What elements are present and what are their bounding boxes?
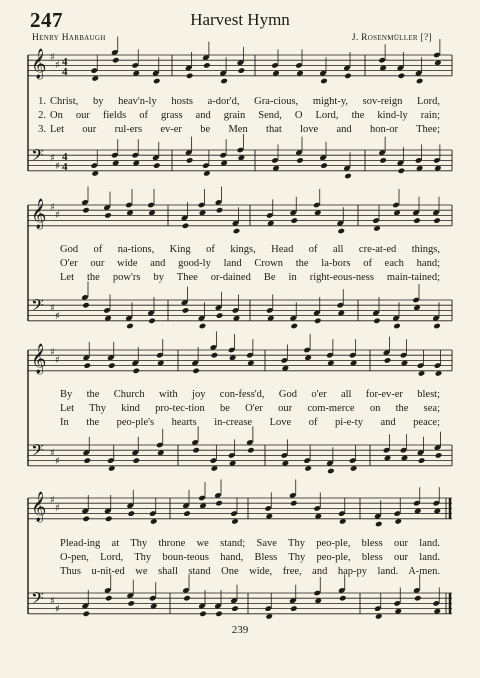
lyric-line: Thus u-nit-ed we shall stand One wide, free, and hap-py land. A-men. — [60, 566, 440, 577]
note-head — [290, 217, 298, 224]
sharp-icon: ♯ — [55, 60, 60, 71]
note-head — [339, 595, 347, 602]
note-head — [373, 318, 381, 325]
note-head — [398, 73, 406, 80]
lyric-line: Let the pow'rs by Thee or-dained Be in right-eous-ness main-tained; — [60, 272, 440, 283]
note-head — [104, 212, 112, 219]
note-head — [247, 447, 255, 454]
lyric-line: God of na-tions, King of kings, Head of all cre-at-ed things, — [60, 244, 440, 255]
note-head — [314, 318, 322, 325]
time-signature-icon: 4 — [62, 66, 68, 78]
note-head — [215, 611, 223, 618]
note-head — [82, 611, 90, 618]
composer-credit: J. Rosenmüller [?] — [351, 33, 432, 43]
note-head — [183, 510, 191, 517]
note-head — [398, 168, 406, 175]
bass-clef-icon: 𝄢 — [31, 588, 44, 612]
treble-clef-icon: 𝄞 — [31, 344, 47, 374]
note-head — [82, 516, 90, 523]
note-head — [290, 500, 298, 507]
note-head — [384, 357, 392, 364]
bass-clef-icon: 𝄢 — [31, 295, 44, 319]
hymn-number: 247 — [30, 8, 63, 32]
note-head — [216, 312, 224, 319]
note-head — [153, 162, 161, 169]
note-head — [416, 78, 424, 85]
note-head — [238, 67, 246, 74]
note-head — [216, 207, 224, 214]
sharp-icon: ♯ — [50, 202, 55, 213]
note-head — [344, 173, 352, 180]
sharp-icon: ♯ — [55, 503, 60, 514]
note-head — [344, 73, 352, 80]
note-head — [82, 207, 90, 214]
note-head — [153, 78, 161, 85]
sharp-icon: ♯ — [55, 311, 60, 322]
author-credit: Henry Harbaugh — [32, 33, 106, 43]
note-head — [413, 217, 421, 224]
sharp-icon: ♯ — [50, 303, 55, 314]
note-head — [148, 318, 156, 325]
sharp-icon: ♯ — [50, 495, 55, 506]
lyric-line: 1. Christ, by heav'n-ly hosts a-dor'd, Gra-cious, might-y, sov-reign Lord, — [38, 96, 440, 107]
sharp-icon: ♯ — [50, 153, 55, 164]
note-head — [231, 605, 239, 612]
sharp-icon: ♯ — [55, 210, 60, 221]
note-head — [186, 157, 194, 164]
lyric-line: O-pen, Lord, Thy boun-teous hand, Bless Thy peo-ple, bless our land. — [60, 552, 440, 563]
bass-clef-icon: 𝄢 — [31, 440, 44, 464]
note-head — [233, 228, 241, 235]
note-head — [327, 468, 335, 475]
note-head — [379, 157, 387, 164]
note-head — [320, 78, 328, 85]
page-number: 239 — [231, 624, 249, 636]
sharp-icon: ♯ — [50, 448, 55, 459]
sharp-icon: ♯ — [50, 52, 55, 63]
lyric-line: By the Church with joy con-fess'd, God o'er all for-ev-er blest; — [60, 389, 440, 400]
note-head — [108, 362, 116, 369]
time-signature-icon: 4 — [62, 56, 68, 68]
note-head — [296, 157, 304, 164]
note-head — [203, 62, 211, 69]
note-head — [290, 605, 298, 612]
note-head — [83, 457, 91, 464]
note-head — [83, 362, 91, 369]
lyric-line: Plead-ing at Thy throne we stand; Save Thy peo-ple, bless our land. — [60, 538, 440, 549]
lyric-line: 3. Let our rul-ers ev-er be Men that love and hon-or Thee; — [38, 124, 440, 135]
note-head — [337, 228, 345, 235]
note-head — [320, 162, 328, 169]
sharp-icon: ♯ — [55, 355, 60, 366]
treble-clef-icon: 𝄞 — [31, 492, 47, 522]
note-head — [433, 323, 441, 330]
hymn-title: Harvest Hymn — [190, 10, 290, 29]
note-head — [215, 500, 223, 507]
note-head — [126, 323, 134, 330]
note-head — [393, 323, 401, 330]
sharp-icon: ♯ — [55, 604, 60, 615]
treble-clef-icon: 𝄞 — [31, 199, 47, 229]
time-signature-icon: 4 — [62, 151, 68, 163]
note-head — [105, 516, 113, 523]
note-head — [433, 217, 441, 224]
sharp-icon: ♯ — [50, 347, 55, 358]
treble-clef-icon: 𝄞 — [31, 49, 47, 79]
note-head — [182, 307, 190, 314]
note-head — [414, 595, 422, 602]
note-head — [127, 600, 135, 607]
time-signature-icon: 4 — [62, 161, 68, 173]
note-head — [132, 457, 140, 464]
note-head — [199, 323, 207, 330]
note-head — [192, 368, 200, 375]
note-head — [435, 452, 443, 459]
lyric-line: Let Thy kind pro-tec-tion be O'er our com-merce on the sea; — [60, 403, 440, 414]
note-head — [105, 595, 113, 602]
lyric-line: In the peo-ple's hearts in-crease Love of pi-e-ty and peace; — [60, 417, 440, 428]
sharp-icon: ♯ — [55, 456, 60, 467]
sharp-icon: ♯ — [55, 161, 60, 172]
sharp-icon: ♯ — [50, 596, 55, 607]
note-head — [375, 521, 383, 528]
note-head — [418, 457, 426, 464]
lyric-line: O'er our wide and good-ly land Crown the la-bors of each hand; — [60, 258, 440, 269]
note-head — [192, 447, 200, 454]
bass-clef-icon: 𝄢 — [31, 145, 44, 169]
note-head — [186, 73, 194, 80]
lyric-line: 2. On our fields of grass and grain Send, O Lord, the kind-ly rain; — [38, 110, 440, 121]
note-head — [211, 352, 219, 359]
note-head — [132, 368, 140, 375]
note-head — [199, 611, 207, 618]
note-head — [112, 57, 120, 64]
note-head — [127, 510, 135, 517]
note-head — [290, 323, 298, 330]
note-head — [183, 595, 191, 602]
note-head — [220, 78, 228, 85]
note-head — [182, 223, 190, 230]
note-head — [82, 302, 90, 309]
